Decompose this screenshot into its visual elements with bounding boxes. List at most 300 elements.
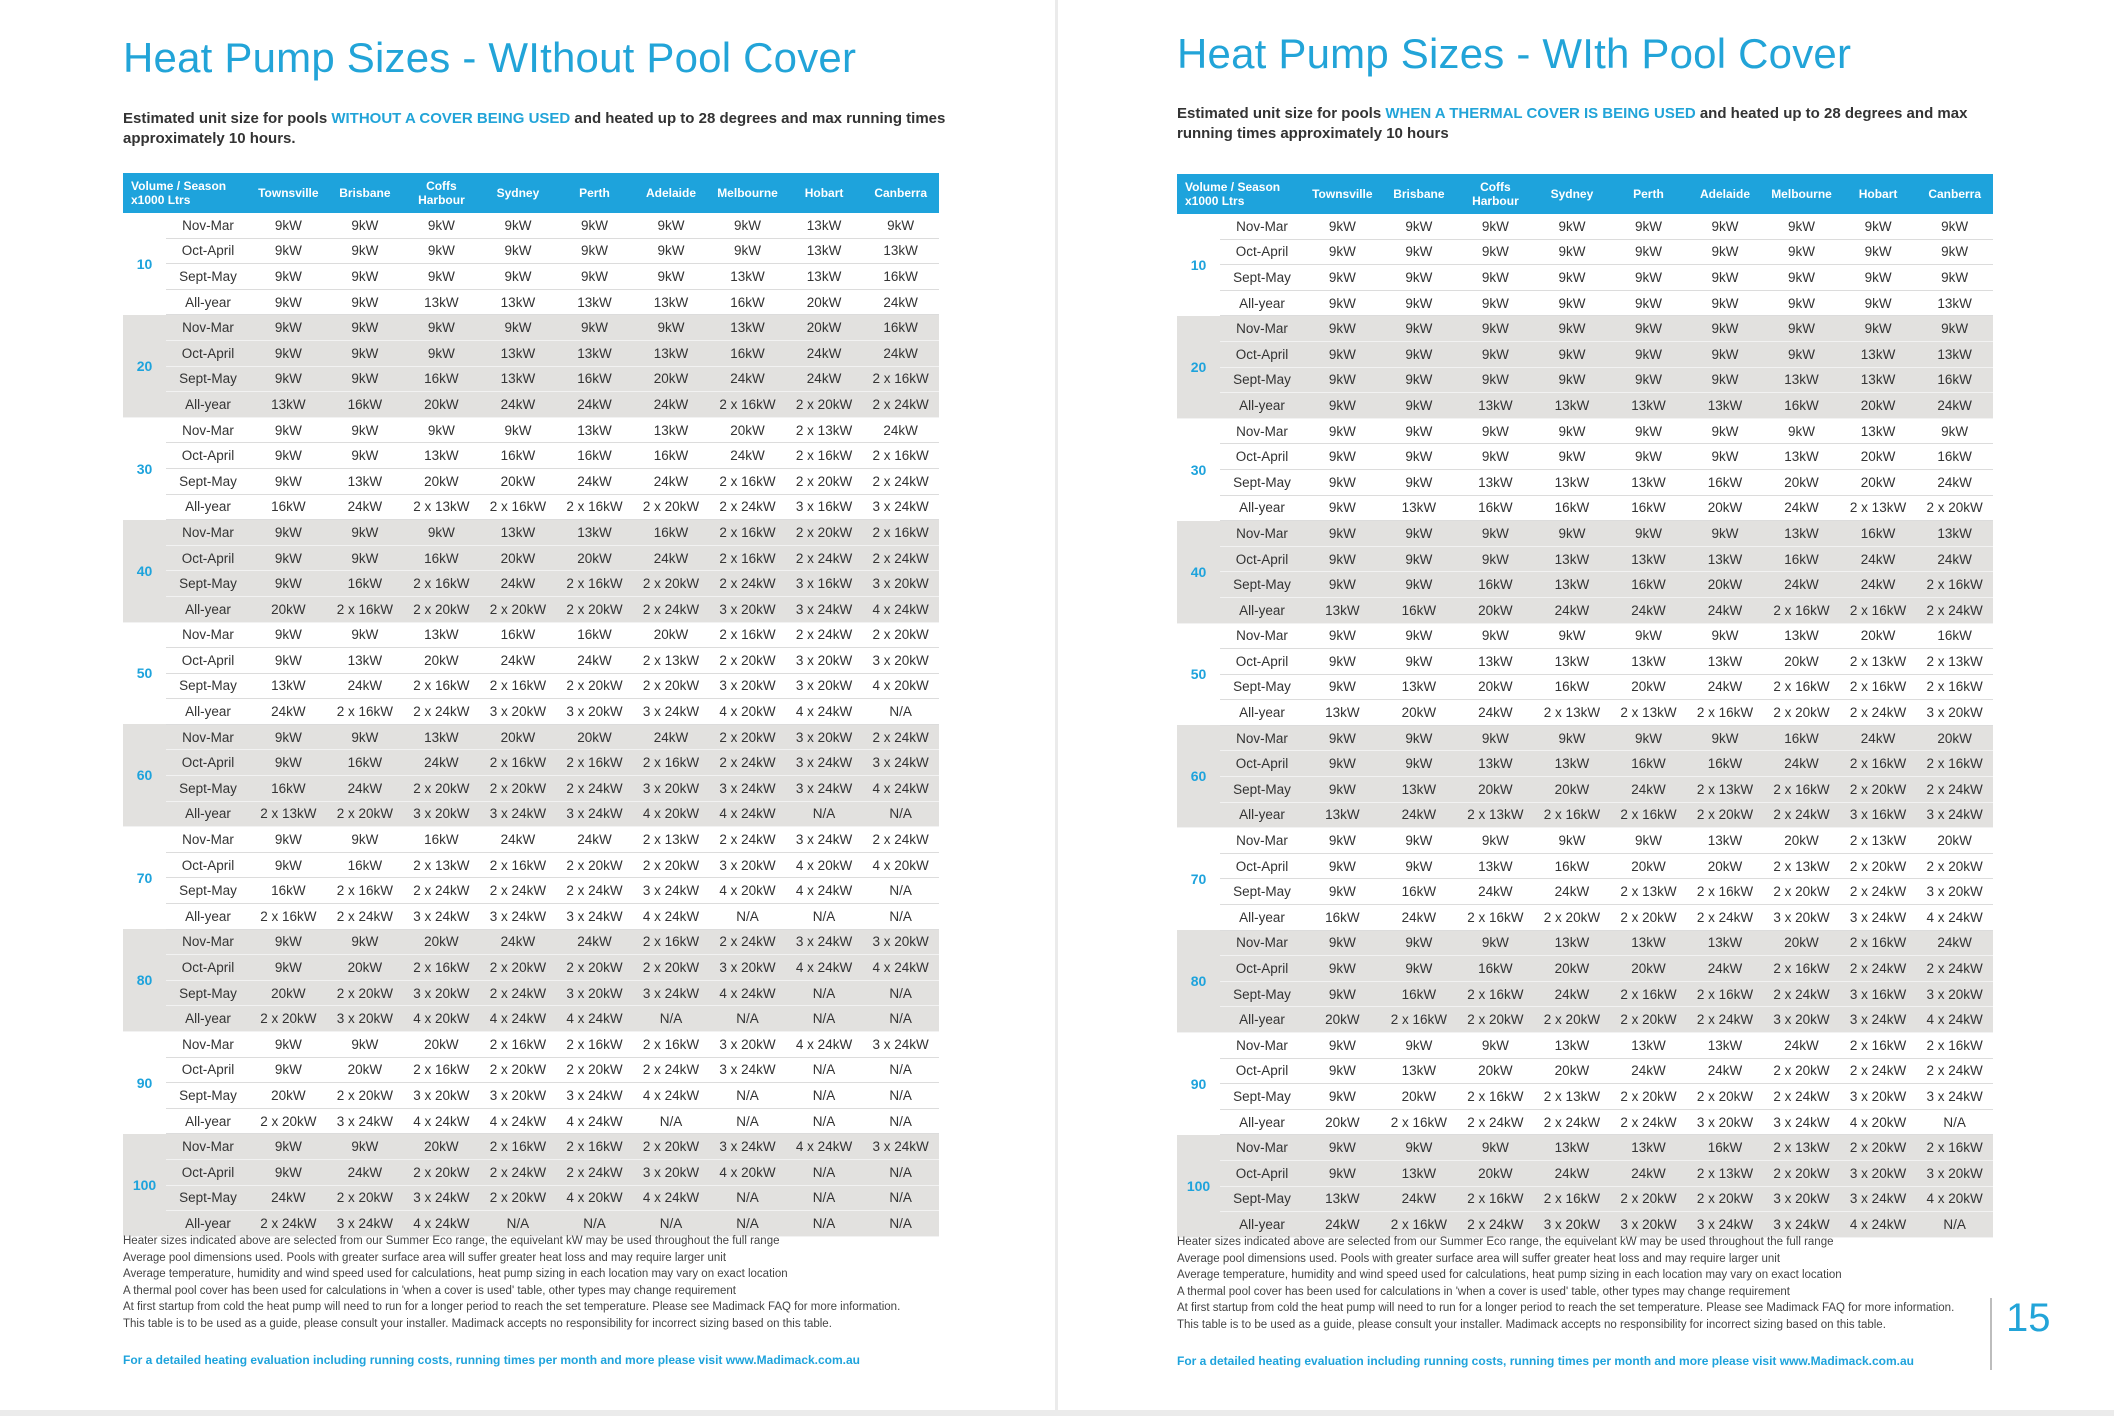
season-cell: Oct-April — [1220, 1058, 1304, 1084]
size-cell: 4 x 24kW — [556, 1108, 633, 1134]
size-cell: 2 x 20kW — [786, 392, 863, 418]
size-cell: 20kW — [480, 468, 557, 494]
size-cell: 9kW — [1840, 290, 1917, 316]
size-cell: 24kW — [709, 443, 786, 469]
size-cell: 2 x 20kW — [327, 801, 404, 827]
size-cell: 9kW — [1763, 418, 1840, 444]
size-cell: 16kW — [327, 571, 404, 597]
size-cell: 3 x 20kW — [786, 648, 863, 674]
size-cell: 13kW — [1304, 1186, 1381, 1212]
size-cell: 9kW — [1687, 623, 1764, 649]
table-row — [123, 443, 939, 469]
size-cell: 2 x 24kW — [327, 904, 404, 930]
season-cell: Sept-May — [166, 776, 250, 802]
size-cell: N/A — [862, 1108, 939, 1134]
website-link-text[interactable]: For a detailed heating evaluation including running costs, running times per month and more please visit www.Madimack.com.au — [1177, 1354, 1915, 1368]
size-cell: 2 x 24kW — [1534, 1109, 1611, 1135]
size-cell: 16kW — [1687, 469, 1764, 495]
size-cell: 13kW — [1304, 802, 1381, 828]
size-cell: 9kW — [1457, 239, 1534, 265]
size-cell: 13kW — [1381, 1058, 1458, 1084]
size-cell: 16kW — [1457, 495, 1534, 521]
size-cell: 3 x 20kW — [1916, 700, 1993, 726]
size-cell: 2 x 16kW — [862, 366, 939, 392]
size-cell: 9kW — [327, 827, 404, 853]
volume-cell: 30 — [1190, 461, 1207, 478]
size-cell: 2 x 16kW — [862, 520, 939, 546]
size-cell: 20kW — [1610, 956, 1687, 982]
size-cell: 13kW — [1381, 1160, 1458, 1186]
season-cell: Oct-April — [166, 1159, 250, 1185]
size-cell: 2 x 16kW — [403, 955, 480, 981]
size-cell: N/A — [786, 980, 863, 1006]
size-cell: 16kW — [556, 366, 633, 392]
size-cell: 2 x 24kW — [1687, 905, 1764, 931]
size-cell: 13kW — [1916, 290, 1993, 316]
size-cell: 2 x 16kW — [1840, 597, 1917, 623]
size-cell: 9kW — [250, 827, 327, 853]
size-cell: 16kW — [1534, 853, 1611, 879]
size-cell: 9kW — [250, 443, 327, 469]
size-cell: 2 x 20kW — [633, 955, 710, 981]
size-cell: 16kW — [1457, 572, 1534, 598]
size-cell: 2 x 16kW — [633, 750, 710, 776]
table-row — [123, 494, 939, 520]
size-cell: 9kW — [1457, 930, 1534, 956]
size-cell: 13kW — [1610, 1135, 1687, 1161]
size-cell: 2 x 20kW — [1610, 1186, 1687, 1212]
size-cell: 9kW — [403, 315, 480, 341]
website-link-text[interactable]: For a detailed heating evaluation including running costs, running times per month and more please visit www.Madimack.com.au — [123, 1353, 861, 1367]
size-cell: 2 x 20kW — [327, 1185, 404, 1211]
size-cell: 20kW — [403, 1134, 480, 1160]
size-cell: 20kW — [1610, 853, 1687, 879]
size-cell: 3 x 24kW — [480, 801, 557, 827]
volume-cell: 10 — [1190, 256, 1207, 273]
size-cell: 9kW — [1304, 828, 1381, 854]
season-cell: Sept-May — [166, 980, 250, 1006]
size-cell: 2 x 24kW — [1840, 956, 1917, 982]
size-cell: 13kW — [250, 392, 327, 418]
size-cell: 9kW — [327, 213, 404, 238]
size-cell: 9kW — [1381, 393, 1458, 419]
season-cell: Sept-May — [166, 673, 250, 699]
size-cell: 20kW — [1457, 1058, 1534, 1084]
size-cell: 4 x 24kW — [1916, 905, 1993, 931]
size-cell: 2 x 20kW — [1534, 905, 1611, 931]
size-cell: 24kW — [480, 929, 557, 955]
size-cell: 20kW — [1304, 1109, 1381, 1135]
size-cell: 24kW — [1687, 597, 1764, 623]
size-cell: 9kW — [327, 545, 404, 571]
size-cell: 3 x 24kW — [1763, 1109, 1840, 1135]
size-cell: 4 x 20kW — [709, 878, 786, 904]
table-row — [123, 852, 939, 878]
size-cell: 3 x 24kW — [403, 1185, 480, 1211]
size-cell: 9kW — [1457, 418, 1534, 444]
size-cell: 2 x 20kW — [556, 596, 633, 622]
left-page — [0, 0, 1055, 1410]
size-cell: 20kW — [327, 1057, 404, 1083]
footnotes — [123, 1233, 1003, 1332]
size-cell: 2 x 24kW — [1840, 879, 1917, 905]
volume-cell: 70 — [1190, 871, 1207, 888]
size-cell: 16kW — [1534, 674, 1611, 700]
size-cell: 9kW — [480, 315, 557, 341]
size-cell: 2 x 16kW — [556, 571, 633, 597]
size-cell: 9kW — [1381, 1135, 1458, 1161]
size-cell: 9kW — [1610, 623, 1687, 649]
table-row — [1177, 802, 1993, 828]
season-cell: Oct-April — [166, 443, 250, 469]
size-cell: N/A — [786, 1211, 863, 1237]
size-cell: 2 x 16kW — [1840, 751, 1917, 777]
size-cell: 9kW — [1687, 367, 1764, 393]
season-cell: Oct-April — [1220, 546, 1304, 572]
size-cell: 3 x 20kW — [556, 699, 633, 725]
size-cell: N/A — [862, 878, 939, 904]
size-cell: 9kW — [1610, 316, 1687, 342]
size-cell: 9kW — [250, 750, 327, 776]
size-cell: 2 x 16kW — [480, 673, 557, 699]
size-cell: 20kW — [403, 648, 480, 674]
season-cell: Nov-Mar — [166, 520, 250, 546]
season-cell: All-year — [166, 1108, 250, 1134]
size-cell: 9kW — [250, 1134, 327, 1160]
size-cell: 13kW — [327, 648, 404, 674]
size-cell: 9kW — [1381, 367, 1458, 393]
season-cell: Sept-May — [1220, 879, 1304, 905]
size-cell: 16kW — [709, 340, 786, 366]
season-cell: All-year — [1220, 495, 1304, 521]
size-cell: 3 x 24kW — [633, 878, 710, 904]
size-cell: 2 x 20kW — [1610, 1084, 1687, 1110]
season-cell: Sept-May — [166, 1185, 250, 1211]
size-cell: 20kW — [1916, 828, 1993, 854]
table-row — [1177, 1033, 1993, 1059]
size-cell: 2 x 24kW — [1457, 1212, 1534, 1238]
size-cell: 24kW — [1687, 674, 1764, 700]
table-row — [123, 520, 939, 546]
column-header-location: Melbourne — [709, 173, 786, 213]
size-cell: 3 x 16kW — [1840, 802, 1917, 828]
size-cell: 9kW — [1304, 572, 1381, 598]
size-cell: 2 x 16kW — [480, 494, 557, 520]
size-cell: 9kW — [1304, 341, 1381, 367]
size-cell: 20kW — [1763, 469, 1840, 495]
size-cell: 2 x 16kW — [1457, 905, 1534, 931]
season-cell: Oct-April — [1220, 649, 1304, 675]
size-cell: 3 x 20kW — [403, 1083, 480, 1109]
size-cell: 2 x 24kW — [480, 1159, 557, 1185]
season-cell: Oct-April — [1220, 853, 1304, 879]
footnote-line: Average temperature, humidity and wind speed used for calculations, heat pump sizing in each location may vary on exact location — [1177, 1269, 1842, 1281]
size-cell: 24kW — [1610, 777, 1687, 803]
season-cell: Nov-Mar — [166, 827, 250, 853]
size-cell: 9kW — [1534, 341, 1611, 367]
size-cell: 9kW — [1304, 265, 1381, 291]
size-cell: 16kW — [633, 520, 710, 546]
size-cell: 24kW — [1534, 1160, 1611, 1186]
volume-cell: 40 — [123, 520, 166, 622]
table-row — [1177, 751, 1993, 777]
size-cell: 2 x 16kW — [327, 878, 404, 904]
table-row — [1177, 879, 1993, 905]
table-row — [1177, 572, 1993, 598]
size-cell: 24kW — [327, 1159, 404, 1185]
size-cell: 9kW — [1534, 367, 1611, 393]
size-cell: N/A — [862, 1006, 939, 1032]
size-cell: 2 x 13kW — [786, 417, 863, 443]
size-cell: N/A — [786, 1159, 863, 1185]
size-cell: 13kW — [1840, 341, 1917, 367]
size-cell: 13kW — [480, 366, 557, 392]
size-cell: 9kW — [1304, 367, 1381, 393]
season-cell: Oct-April — [166, 238, 250, 264]
size-cell: 2 x 24kW — [1840, 700, 1917, 726]
size-cell: 2 x 16kW — [480, 1032, 557, 1058]
size-cell: 20kW — [1457, 777, 1534, 803]
column-header-location: Brisbane — [327, 173, 404, 213]
column-header-location: Townsville — [250, 173, 327, 213]
size-cell: 9kW — [556, 315, 633, 341]
size-cell: 24kW — [250, 699, 327, 725]
size-cell: 24kW — [1916, 469, 1993, 495]
size-cell: 3 x 24kW — [633, 980, 710, 1006]
size-cell: N/A — [709, 1083, 786, 1109]
size-cell: 4 x 24kW — [786, 955, 863, 981]
season-cell: All-year — [166, 801, 250, 827]
size-cell: 9kW — [1610, 341, 1687, 367]
footnote-line: At first startup from cold the heat pump will need to run for a longer period to reach the set temperature. Please see Madimack FAQ for more information. — [123, 1301, 901, 1313]
size-cell: 16kW — [1381, 981, 1458, 1007]
size-cell: N/A — [1916, 1109, 1993, 1135]
sizing-table — [1177, 174, 1993, 1238]
size-cell: 13kW — [786, 213, 863, 238]
size-cell: 16kW — [327, 392, 404, 418]
size-cell: 9kW — [403, 264, 480, 290]
size-cell: 2 x 24kW — [862, 827, 939, 853]
size-cell: 16kW — [1610, 572, 1687, 598]
size-cell: 2 x 16kW — [709, 520, 786, 546]
size-cell: 9kW — [327, 417, 404, 443]
size-cell: 2 x 24kW — [1840, 1058, 1917, 1084]
table-row — [1177, 521, 1993, 547]
size-cell: N/A — [786, 801, 863, 827]
size-cell: 9kW — [403, 213, 480, 238]
size-cell: 9kW — [1457, 214, 1534, 239]
size-cell: 2 x 16kW — [1916, 674, 1993, 700]
size-cell: 4 x 20kW — [709, 1159, 786, 1185]
size-cell: 9kW — [1534, 521, 1611, 547]
size-cell: 9kW — [1687, 418, 1764, 444]
size-cell: 2 x 16kW — [403, 673, 480, 699]
size-cell: 4 x 24kW — [403, 1211, 480, 1237]
table-row — [123, 596, 939, 622]
size-cell: 2 x 24kW — [862, 724, 939, 750]
size-cell: 9kW — [1457, 316, 1534, 342]
size-cell: 2 x 20kW — [556, 673, 633, 699]
size-cell: 2 x 16kW — [480, 750, 557, 776]
size-cell: 4 x 20kW — [633, 801, 710, 827]
volume-cell: 60 — [1177, 725, 1220, 827]
size-cell: 9kW — [1304, 495, 1381, 521]
size-cell: 2 x 16kW — [1381, 1212, 1458, 1238]
size-cell: 16kW — [1687, 751, 1764, 777]
size-cell: 16kW — [1840, 521, 1917, 547]
size-cell: 2 x 16kW — [480, 1134, 557, 1160]
size-cell: N/A — [786, 1185, 863, 1211]
size-cell: 2 x 16kW — [709, 622, 786, 648]
size-cell: 9kW — [1687, 316, 1764, 342]
size-cell: 13kW — [1381, 495, 1458, 521]
size-cell: 2 x 16kW — [1840, 674, 1917, 700]
size-cell: 9kW — [327, 520, 404, 546]
size-cell: 2 x 13kW — [1840, 495, 1917, 521]
table-row — [1177, 597, 1993, 623]
table-row — [123, 699, 939, 725]
size-cell: 3 x 20kW — [709, 852, 786, 878]
size-cell: 2 x 20kW — [327, 980, 404, 1006]
size-cell: 9kW — [327, 238, 404, 264]
footnote-line: At first startup from cold the heat pump will need to run for a longer period to reach the set temperature. Please see Madimack FAQ for more information. — [1177, 1302, 1955, 1314]
table-row — [123, 289, 939, 315]
size-cell: 13kW — [1457, 751, 1534, 777]
size-cell: 13kW — [1687, 1033, 1764, 1059]
size-cell: N/A — [556, 1211, 633, 1237]
size-cell: 2 x 16kW — [1763, 597, 1840, 623]
size-cell: 13kW — [1840, 367, 1917, 393]
footnote-line: This table is to be used as a guide, please consult your installer. Madimack accepts no responsibility for incorrect sizing based on this table. — [1177, 1318, 1886, 1331]
size-cell: 4 x 20kW — [862, 852, 939, 878]
size-cell: 2 x 16kW — [1457, 1186, 1534, 1212]
table-row — [123, 340, 939, 366]
size-cell: 9kW — [709, 238, 786, 264]
size-cell: 3 x 20kW — [480, 1083, 557, 1109]
size-cell: 13kW — [480, 520, 557, 546]
subtitle-highlight: WITHOUT A COVER BEING USED — [331, 110, 571, 127]
size-cell: 9kW — [250, 468, 327, 494]
size-cell: 9kW — [403, 417, 480, 443]
size-cell: 9kW — [1840, 214, 1917, 239]
size-cell: N/A — [862, 699, 939, 725]
season-cell: All-year — [1220, 1212, 1304, 1238]
size-cell: 9kW — [1687, 341, 1764, 367]
size-cell: 16kW — [556, 443, 633, 469]
size-cell: N/A — [862, 1083, 939, 1109]
size-cell: N/A — [862, 904, 939, 930]
size-cell: 2 x 24kW — [556, 776, 633, 802]
size-cell: 9kW — [1304, 1160, 1381, 1186]
size-cell: 9kW — [327, 443, 404, 469]
subtitle-text: and heated up to 28 degrees and max running times approximately 10 hours. — [123, 110, 946, 147]
size-cell: 9kW — [1381, 418, 1458, 444]
size-cell: 9kW — [1381, 853, 1458, 879]
size-cell: 16kW — [327, 852, 404, 878]
size-cell: 24kW — [480, 648, 557, 674]
size-cell: 4 x 24kW — [786, 1134, 863, 1160]
size-cell: 2 x 16kW — [556, 494, 633, 520]
size-cell: 13kW — [1610, 930, 1687, 956]
table-row — [1177, 290, 1993, 316]
size-cell: 20kW — [786, 315, 863, 341]
size-cell: 9kW — [1304, 214, 1381, 239]
table-row — [123, 648, 939, 674]
size-cell: 2 x 20kW — [862, 622, 939, 648]
size-cell: 9kW — [1610, 725, 1687, 751]
size-cell: 4 x 24kW — [709, 801, 786, 827]
table-row — [1177, 1186, 1993, 1212]
size-cell: 3 x 24kW — [633, 699, 710, 725]
size-cell: 2 x 16kW — [480, 852, 557, 878]
table-row — [123, 776, 939, 802]
size-cell: N/A — [709, 904, 786, 930]
size-cell: 16kW — [633, 443, 710, 469]
table-row — [1177, 674, 1993, 700]
subtitle-highlight: WHEN A THERMAL COVER IS BEING USED — [1385, 105, 1696, 122]
size-cell: 9kW — [327, 366, 404, 392]
season-cell: Sept-May — [1220, 1084, 1304, 1110]
size-cell: 2 x 20kW — [556, 955, 633, 981]
size-cell: 3 x 24kW — [327, 1108, 404, 1134]
table-row — [1177, 930, 1993, 956]
size-cell: 13kW — [1610, 649, 1687, 675]
season-cell: Sept-May — [1220, 981, 1304, 1007]
size-cell: 16kW — [1381, 597, 1458, 623]
size-cell: 24kW — [862, 417, 939, 443]
size-cell: 3 x 24kW — [556, 801, 633, 827]
size-cell: 24kW — [327, 776, 404, 802]
size-cell: 2 x 24kW — [403, 699, 480, 725]
size-cell: 2 x 24kW — [1687, 1007, 1764, 1033]
footnotes — [1177, 1234, 2057, 1333]
size-cell: 24kW — [1916, 546, 1993, 572]
size-cell: 2 x 13kW — [1610, 700, 1687, 726]
size-cell: 2 x 16kW — [556, 1032, 633, 1058]
size-cell: 24kW — [1381, 802, 1458, 828]
size-cell: 2 x 13kW — [1610, 879, 1687, 905]
size-cell: 13kW — [1534, 572, 1611, 598]
table-row — [1177, 444, 1993, 470]
size-cell: 9kW — [1763, 341, 1840, 367]
season-cell: Nov-Mar — [1220, 418, 1304, 444]
season-cell: Nov-Mar — [1220, 521, 1304, 547]
size-cell: 24kW — [556, 827, 633, 853]
size-cell: 2 x 24kW — [1457, 1109, 1534, 1135]
size-cell: N/A — [709, 1211, 786, 1237]
size-cell: 3 x 20kW — [1763, 905, 1840, 931]
season-cell: Sept-May — [166, 878, 250, 904]
size-cell: 2 x 16kW — [1534, 1186, 1611, 1212]
size-cell: 9kW — [1304, 751, 1381, 777]
table-row — [123, 238, 939, 264]
size-cell: 16kW — [556, 622, 633, 648]
size-cell: 2 x 20kW — [709, 724, 786, 750]
page-title: Heat Pump Sizes - WIthout Pool Cover — [123, 34, 857, 81]
size-cell: 9kW — [327, 315, 404, 341]
size-cell: 20kW — [1840, 469, 1917, 495]
size-cell: 2 x 16kW — [327, 699, 404, 725]
size-cell: 2 x 13kW — [1763, 1135, 1840, 1161]
size-cell: 2 x 24kW — [709, 750, 786, 776]
size-cell: N/A — [786, 1006, 863, 1032]
size-cell: 3 x 24kW — [403, 904, 480, 930]
size-cell: 9kW — [1763, 290, 1840, 316]
table-row — [1177, 1007, 1993, 1033]
size-cell: 24kW — [250, 1185, 327, 1211]
season-cell: All-year — [1220, 597, 1304, 623]
season-cell: Oct-April — [166, 955, 250, 981]
